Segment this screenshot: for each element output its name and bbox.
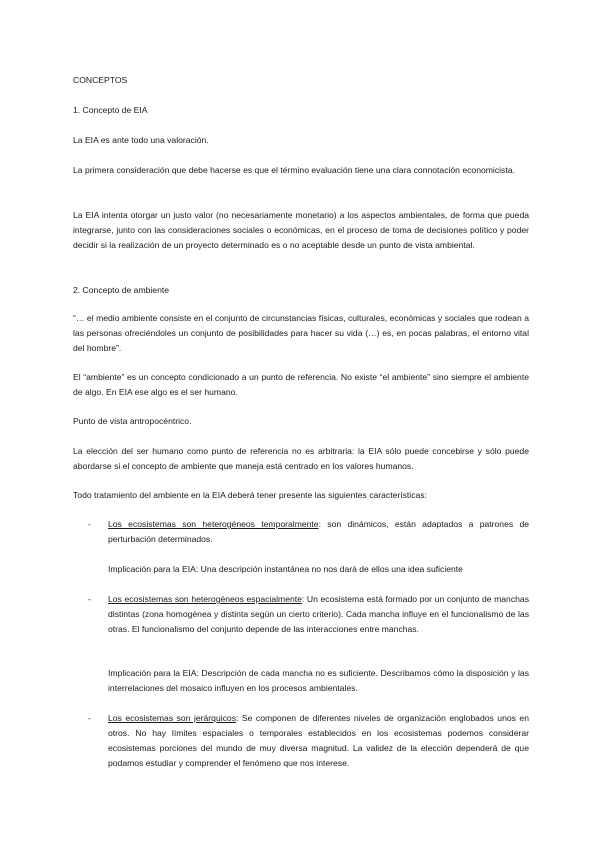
section-2-paragraph-4: Todo tratamiento del ambiente en la EIA deberá tener presente las siguientes características: xyxy=(73,490,427,500)
characteristic-description: : Un ecosistema está formado por un conjunto de manchas distintas (zona homogénea y distinta según un cierto criterio). Cada mancha influye en el funcionalismo de las otras. El funcionalismo del conjunto depende de las interacciones entre manchas. xyxy=(108,594,529,634)
section-1-paragraph-2: La primera consideración que debe hacerse es que el término evaluación tiene una clara connotación economicista. xyxy=(73,165,515,175)
characteristic-text xyxy=(108,517,529,547)
characteristic-item xyxy=(88,592,529,637)
characteristic-description: : Se componen de diferentes niveles de organización englobados unos en otros. No hay límites espaciales o temporales establecidos en los ecosistemas podemos considerar ecosistemas porciones del mundo de muy diversa magnitud. La validez de la elección dependerá de que podamos estudiar y comprender el fenómeno que nos interese. xyxy=(108,713,529,768)
section-2-paragraph-3: La elección del ser humano como punto de referencia no es arbitraria: la EIA sólo puede concebirse y sólo puede abordarse si el concepto de ambiente que maneja está centrado en los valores humanos. xyxy=(73,446,529,471)
characteristic-item xyxy=(88,711,529,771)
list-dash: - xyxy=(88,713,91,723)
characteristic-label: Los ecosistemas son heterogéneos temporalmente xyxy=(108,519,319,529)
characteristic-label: Los ecosistemas son heterogéneos espacialmente xyxy=(108,594,302,604)
characteristic-text xyxy=(108,592,529,637)
characteristic-label: Los ecosistemas son jerárquicos xyxy=(108,713,236,723)
section-2-quote: “… el medio ambiente consiste en el conjunto de circunstancias físicas, culturales, económicas y sociales que rodean a las personas ofreciéndoles un conjunto de posibilidades para hacer su vida (…) es, en pocas palabras, el entorno vital del hombre”. xyxy=(73,313,529,353)
section-2-title: 2. Concepto de ambiente xyxy=(73,285,170,295)
section-1-title: 1. Concepto de EIA xyxy=(73,105,148,115)
section-2-paragraph-2: Punto de vista antropocéntrico. xyxy=(73,416,192,426)
list-dash: - xyxy=(88,519,91,529)
section-2-paragraph-1: El “ambiente” es un concepto condicionado a un punto de referencia. No existe “el ambiente” sino siempre el ambiente de algo. En EIA ese algo es el ser humano. xyxy=(73,372,529,397)
characteristic-text xyxy=(108,711,529,771)
implication-text: Implicación para la EIA: Descripción de cada mancha no es suficiente. Describamos cómo la disposición y las interrelaciones del mosaico influyen en los procesos ambientales. xyxy=(108,668,529,693)
characteristic-item xyxy=(88,517,529,547)
implication-text: Implicación para la EIA: Una descripción instantánea no nos dará de ellos una idea suficiente xyxy=(108,564,463,574)
characteristic-description: : son dinámicos, están adaptados a patrones de perturbación determinados. xyxy=(108,519,530,544)
document-heading: CONCEPTOS xyxy=(73,75,128,85)
list-dash: - xyxy=(88,594,91,604)
section-1-paragraph-3: La EIA intenta otorgar un justo valor (no necesariamente monetario) a los aspectos ambientales, de forma que pueda integrarse, junto con las consideraciones sociales o económicas, en el proceso de toma de decisiones político y poder decidir si la realización de un proyecto determinado es o no aceptable desde un punto de vista ambiental. xyxy=(73,210,529,250)
section-1-paragraph-1: La EIA es ante todo una valoración. xyxy=(73,135,209,145)
